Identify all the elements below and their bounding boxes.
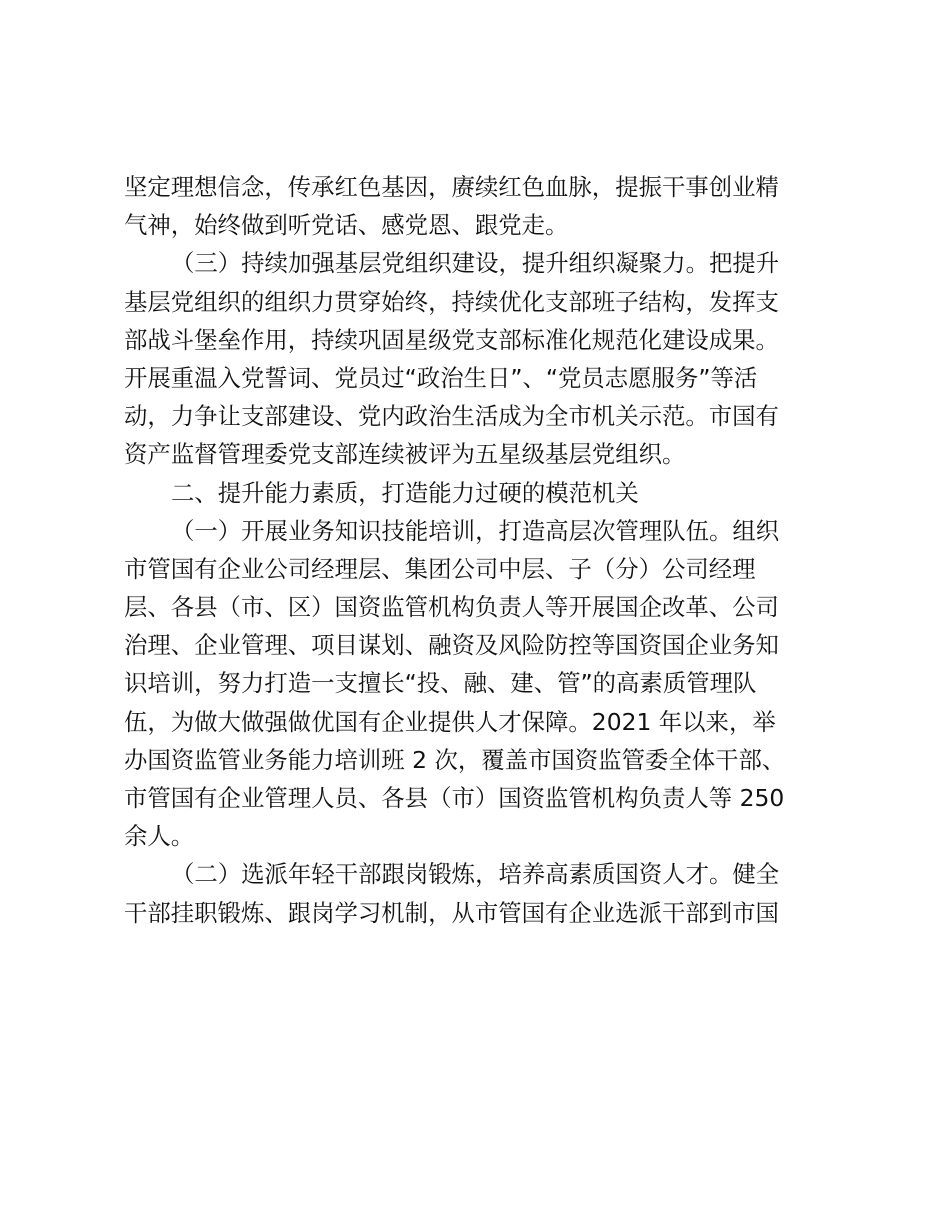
text-line-17: 市管国有企业管理人员、各县（市）国资监管机构负责人等 250 [124,784,785,812]
text-line-7: 动，力争让支部建设、党内政治生活成为全市机关示范。市国有 [124,402,779,431]
document-body [124,168,824,932]
text-line-5: 部战斗堡垒作用，持续巩固星级党支部标准化规范化建设成果。 [124,325,779,354]
text-line-1: 坚定理想信念，传承红色基因，赓续红色血脉，提振干事创业精 [124,173,779,201]
text-line-11: 市管国有企业公司经理层、集团公司中层、子（分）公司经理 [124,554,756,583]
text-line-6: 开展重温入党誓词、党员过“政治生日”、“党员志愿服务”等活 [124,363,758,392]
text-line-20: 干部挂职锻炼、跟岗学习机制，从市管国有企业选派干部到市国 [124,898,779,927]
text-line-12: 层、各县（市、区）国资监管机构负责人等开展国企改革、公司 [124,593,779,622]
text-line-14: 识培训，努力打造一支擅长“投、融、建、管”的高素质管理队 [124,669,757,698]
text-line-16: 办国资监管业务能力培训班 2 次，覆盖市国资监管委全体干部、 [124,745,786,774]
section-heading-two: 二、提升能力素质，打造能力过硬的模范机关 [171,478,639,507]
text-line-13: 治理、企业管理、项目谋划、融资及风险防控等国资国企业务知 [124,631,779,660]
text-line-4: 基层党组织的组织力贯穿始终，持续优化支部班子结构，发挥支 [124,287,779,316]
text-line-2: 气神，始终做到听党话、感党恩、跟党走。 [124,211,569,240]
text-line-15: 伍，为做大做强做优国有企业提供人才保障。2021 年以来，举 [124,707,776,736]
text-line-8: 资产监督管理委党支部连续被评为五星级基层党组织。 [124,440,686,469]
text-line-18: 余人。 [124,822,195,851]
paragraph-1-heading: （一）开展业务知识技能培训，打造高层次管理队伍。组织 [171,516,780,545]
paragraph-2-heading: （二）选派年轻干部跟岗锻炼，培养高素质国资人才。健全 [171,860,780,889]
paragraph-3-heading: （三）持续加强基层党组织建设，提升组织凝聚力。把提升 [171,249,780,278]
